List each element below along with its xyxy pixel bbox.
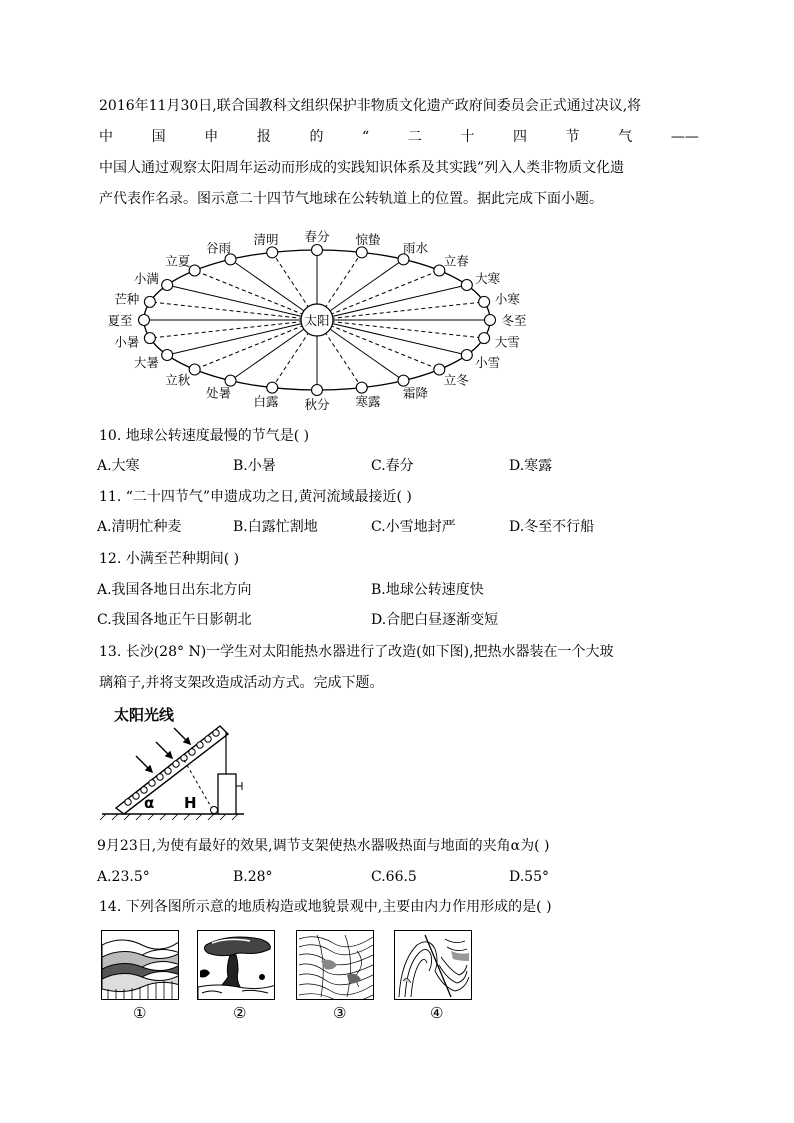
intro-line-1: 2016年11月30日,联合国教科文组织保护非物质文化遗产政府间委员会正式通过决议,将: [99, 98, 642, 114]
sunlight-title: 太阳光线: [114, 706, 175, 724]
solar-term-label: 立春: [443, 253, 469, 269]
q13-option-d: D.55°: [509, 869, 549, 885]
intro-line-2-word: 二: [407, 129, 422, 145]
solar-term-label: 清明: [253, 231, 279, 247]
q13-option-a: A.23.5°: [97, 869, 150, 885]
earth-position-node: [139, 315, 150, 326]
intro-line-2-word: ——: [670, 129, 699, 145]
solar-heater-figure: [96, 700, 256, 825]
q11-option-c: C.小雪地封严: [371, 519, 456, 535]
ground-hatching: [100, 814, 238, 820]
earth-position-node: [398, 254, 409, 265]
solar-term-label: 大雪: [494, 334, 520, 350]
q13-line-1: 13. 长沙(28° N)一学生对太阳能热水器进行了改造(如下图),把热水器装在一个大玻: [99, 644, 614, 660]
q10-option-a: A.大寒: [97, 458, 140, 474]
q12-option-d: D.合肥白昼逐渐变短: [371, 612, 499, 628]
solar-term-label: 谷雨: [205, 240, 232, 256]
intro-line-2-word: 申: [204, 129, 219, 145]
solar-term-label: 立冬: [443, 372, 469, 388]
intro-line-2-word: 中: [99, 129, 113, 145]
caption-3: ③: [333, 1004, 347, 1022]
intro-line-2-word: 气: [618, 129, 633, 145]
earth-position-node: [485, 315, 496, 326]
earth-position-node: [189, 265, 200, 276]
folded-strata-illustration: [102, 931, 179, 1000]
caption-4: ④: [430, 1004, 444, 1022]
earth-position-node: [398, 375, 409, 386]
intro-line-2-word: 节: [565, 129, 580, 145]
intro-line-2-word: “: [362, 129, 370, 145]
geology-image-4: [394, 930, 472, 1000]
solar-term-label: 大暑: [133, 355, 159, 370]
earth-position-node: [189, 364, 200, 375]
support-post: [218, 774, 236, 814]
solar-term-label: 白露: [253, 394, 279, 410]
earth-position-node: [356, 247, 367, 258]
angle-alpha-label: α: [144, 794, 155, 812]
erosion-pattern-illustration: [297, 931, 374, 1000]
orbit-radial-line: [317, 320, 484, 338]
orbit-diagram: [80, 215, 580, 415]
orbit-radial-line: [167, 320, 317, 355]
solar-term-label: 立夏: [165, 253, 191, 269]
intro-line-2-word: 国: [151, 129, 166, 145]
earth-position-node: [461, 280, 472, 291]
earth-position-node: [479, 333, 490, 344]
intro-line-4: 产代表作名录。图示意二十四节气地球在公转轨道上的位置。据此完成下面小题。: [99, 191, 603, 207]
q13-sub-stem: 9月23日,为使有最好的效果,调节支架使热水器吸热面与地面的夹角α为( ): [97, 838, 550, 854]
q11-option-d: D.冬至不行船: [509, 519, 595, 535]
q13-line-2: 璃箱子,并将支架改造成活动方式。完成下题。: [99, 675, 384, 691]
orbit-radial-line: [167, 285, 317, 320]
solar-term-label: 处暑: [205, 385, 232, 401]
intro-line-2-word: 十: [460, 129, 475, 145]
geology-image-3: [296, 930, 374, 1000]
solar-term-label: 立秋: [165, 372, 191, 388]
earth-position-node: [461, 350, 472, 361]
solar-term-label: 小满: [133, 271, 159, 286]
earth-position-node: [225, 254, 236, 265]
intro-line-3: 中国人通过观察太阳周年运动而形成的实践知识体系及其实践”列入人类非物质文化遗: [99, 160, 625, 176]
orbit-radial-line: [317, 285, 467, 320]
earth-position-node: [162, 350, 173, 361]
intro-line-2: [99, 127, 699, 147]
q12-option-c: C.我国各地正午日影朝北: [97, 612, 252, 628]
q12-stem: 12. 小满至芒种期间( ): [99, 551, 240, 567]
solar-term-label: 小寒: [494, 291, 520, 307]
solar-term-label: 冬至: [501, 313, 527, 328]
sun-label: 太阳: [304, 313, 330, 328]
orbit-radial-line: [317, 302, 484, 320]
solar-term-label: 惊蛰: [355, 231, 381, 247]
q10-stem: 10. 地球公转速度最慢的节气是( ): [99, 428, 310, 444]
solar-term-label: 大寒: [475, 271, 501, 286]
solar-term-label: 雨水: [402, 240, 429, 256]
height-h-label: H: [184, 794, 197, 812]
geology-image-1: [101, 930, 179, 1000]
q13-option-c: C.66.5: [371, 869, 417, 885]
orbit-radial-line: [150, 302, 317, 320]
intro-line-2-word: 四: [513, 129, 528, 145]
intro-line-2-word: 的: [309, 129, 324, 145]
fault-fold-illustration: [395, 931, 472, 1000]
q10-option-c: C.春分: [371, 458, 414, 474]
solar-term-label: 秋分: [304, 397, 330, 412]
earth-position-node: [144, 296, 155, 307]
orbit-radial-line: [317, 320, 467, 355]
orbit-radial-line: [150, 320, 317, 338]
q12-option-b: B.地球公转速度快: [371, 582, 484, 598]
q13-option-b: B.28°: [233, 869, 273, 885]
earth-position-node: [312, 245, 323, 256]
q11-option-a: A.清明忙种麦: [97, 519, 182, 535]
earth-position-node: [356, 382, 367, 393]
earth-position-node: [479, 296, 490, 307]
q10-option-b: B.小暑: [233, 458, 276, 474]
solar-term-label: 春分: [304, 229, 330, 244]
q14-stem: 14. 下列各图所示意的地质构造或地貌景观中,主要由内力作用形成的是( ): [99, 899, 552, 915]
q11-stem: 11. “二十四节气”申遗成功之日,黄河流域最接近( ): [99, 489, 412, 505]
q10-option-d: D.寒露: [509, 458, 553, 474]
earth-position-node: [267, 247, 278, 258]
solar-term-label: 霜降: [402, 385, 429, 401]
earth-position-node: [144, 333, 155, 344]
solar-term-label: 芒种: [114, 291, 140, 307]
mushroom-rock-illustration: [198, 931, 275, 1000]
q12-option-a: A.我国各地日出东北方向: [97, 582, 252, 598]
geology-image-2: [197, 930, 275, 1000]
earth-position-node: [225, 375, 236, 386]
caption-2: ②: [233, 1004, 247, 1022]
q11-option-b: B.白露忙割地: [233, 519, 318, 535]
solar-term-label: 寒露: [355, 394, 381, 410]
caption-1: ①: [133, 1004, 147, 1022]
earth-position-node: [267, 382, 278, 393]
solar-term-label: 夏至: [107, 313, 133, 328]
solar-term-label: 小暑: [114, 334, 140, 350]
earth-position-node: [312, 385, 323, 396]
solar-term-label: 小雪: [475, 355, 501, 370]
intro-line-2-word: 报: [256, 129, 271, 145]
earth-position-node: [162, 280, 173, 291]
